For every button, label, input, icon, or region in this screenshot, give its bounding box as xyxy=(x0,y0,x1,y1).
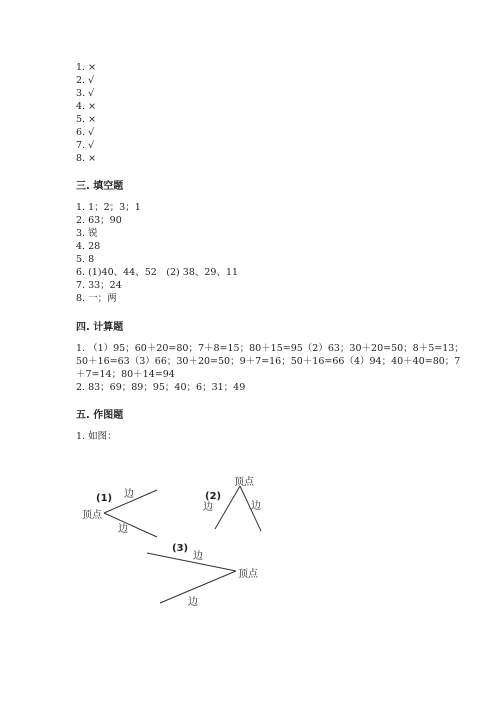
figure-3-side-top-label: 边 xyxy=(193,551,203,562)
calculation-heading: 四. 计算题 xyxy=(76,322,124,333)
fill-blank-heading: 三. 填空题 xyxy=(76,181,124,192)
figure-3-side-bottom-label: 边 xyxy=(188,597,198,608)
angle-figure-2 xyxy=(203,475,261,531)
fill-blank-answer-1: 1. 1；2；3；1 xyxy=(76,202,141,213)
drawing-intro: 1. 如图： xyxy=(76,431,117,442)
calculation-answer-line-3: ＋7=14；80＋14=94 xyxy=(76,369,175,380)
figure-3-side-top xyxy=(147,553,236,571)
calculation-answer-line-4: 2. 83；69；89；95；40；6；31；49 xyxy=(76,382,246,393)
figure-1-number: (1) xyxy=(96,493,113,504)
fill-blank-answer-3: 3. 锐 xyxy=(76,228,98,239)
drawing-heading: 五. 作图题 xyxy=(76,410,124,421)
judgement-answer-8: 8. × xyxy=(76,153,97,164)
figure-2-side-left-label: 边 xyxy=(203,502,213,513)
calculation-answer-line-1: 1. （1）95；60＋20=80；7＋8=15；80＋15=95（2）63；30＋20=50；8＋5=13； xyxy=(76,343,464,354)
judgement-answer-2: 2. √ xyxy=(76,75,95,86)
judgement-answer-3: 3. √ xyxy=(76,88,95,99)
figure-1-side-bottom xyxy=(104,513,157,537)
figure-1-side-top-label: 边 xyxy=(124,489,134,500)
judgement-answer-6: 6. √ xyxy=(76,127,95,138)
fill-blank-answer-5: 5. 8 xyxy=(76,254,95,265)
fill-blank-answer-8: 8. 一；两 xyxy=(76,293,117,304)
fill-blank-answer-7: 7. 33；24 xyxy=(76,280,122,291)
figure-2-vertex-label: 顶点 xyxy=(234,477,254,488)
figure-3-vertex-label: 顶点 xyxy=(238,569,258,580)
figure-1-vertex-label: 顶点 xyxy=(82,510,102,521)
angle-figure-1 xyxy=(82,487,157,537)
fill-blank-answer-2: 2. 63；90 xyxy=(76,215,122,226)
judgement-answer-4: 4. × xyxy=(76,101,97,112)
fill-blank-answer-4: 4. 28 xyxy=(76,241,101,252)
fill-blank-answer-6: 6. (1)40、44、52 (2) 38、29、11 xyxy=(76,267,239,278)
judgement-answer-1: 1. × xyxy=(76,62,97,73)
angle-figure-3 xyxy=(147,543,259,608)
judgement-answer-5: 5. × xyxy=(76,114,97,125)
figure-3-side-bottom xyxy=(160,571,236,603)
figure-2-number: (2) xyxy=(205,491,222,502)
figure-2-side-right-label: 边 xyxy=(251,501,261,512)
calculation-answer-line-2: 50＋16=63（3）66；30＋20=50；9＋7=16；50＋16=66（4）94；40＋40=80；7 xyxy=(76,356,461,367)
figure-3-number: (3) xyxy=(172,543,189,554)
judgement-answer-7: 7. √ xyxy=(76,140,95,151)
figure-1-side-bottom-label: 边 xyxy=(118,524,128,535)
